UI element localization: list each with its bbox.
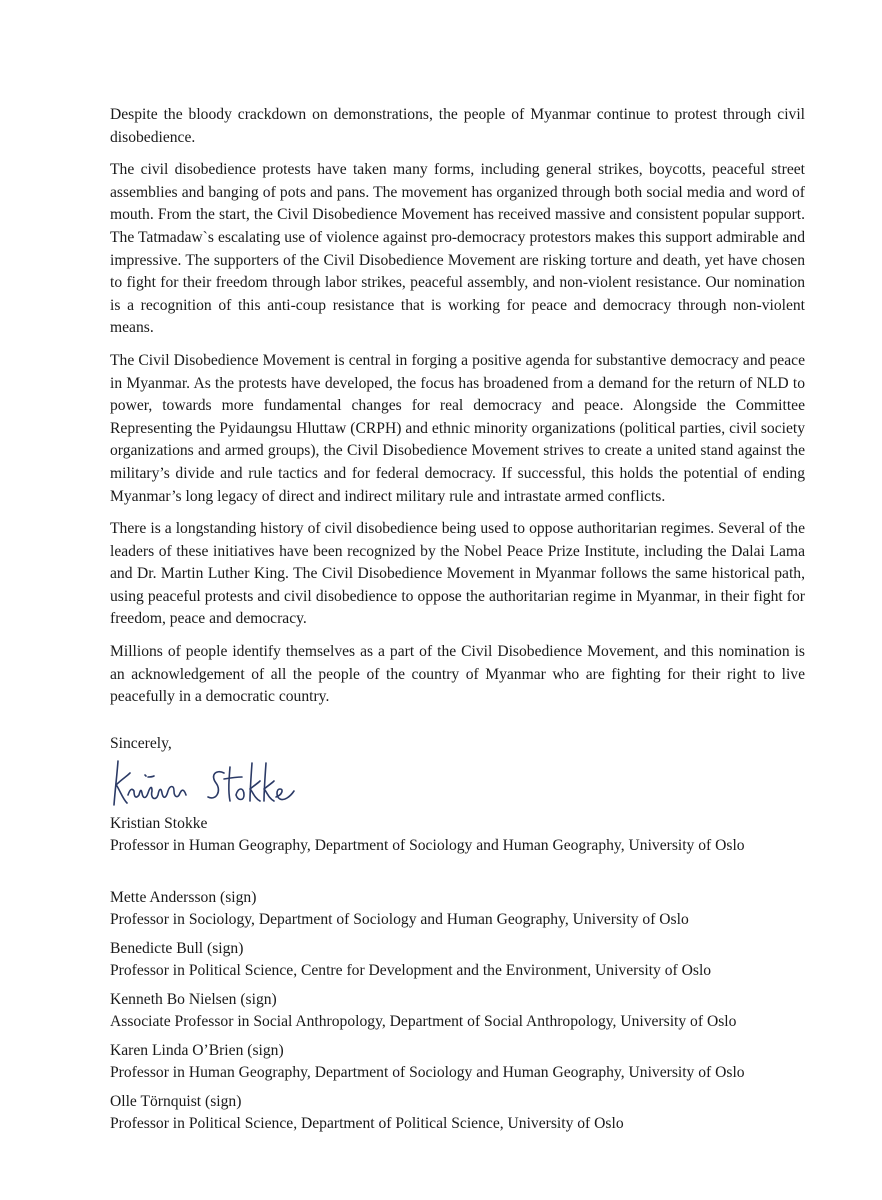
signer-block: [110, 813, 805, 857]
signer-name: Olle Törnquist (sign): [110, 1092, 242, 1110]
signer-name: Kristian Stokke: [110, 814, 208, 832]
handwritten-signature: [110, 755, 805, 813]
signer-name: Kenneth Bo Nielsen (sign): [110, 990, 277, 1008]
signer-name: Mette Andersson (sign): [110, 888, 257, 906]
letter-paragraph: The civil disobedience protests have taken many forms, including general strikes, boycotts, peaceful street assemblies and banging of pots and pans. The movement has organized through both social media and word of mouth. From the start, the Civil Disobedience Movement has received massive and consistent popular support. The Tatmadaw`s escalating use of violence against pro-democracy protestors makes this support admirable and impressive. The supporters of the Civil Disobedience Movement are risking torture and death, yet have chosen to fight for their freedom through labor strikes, peaceful assembly, and non-violent resistance. Our nomination is a recognition of this anti-coup resistance that is working for peace and democracy through non-violent means.: [110, 161, 805, 337]
signer-block: [110, 1091, 805, 1135]
letter-paragraph: Despite the bloody crackdown on demonstrations, the people of Myanmar continue to protest through civil disobedience.: [110, 106, 805, 146]
signer-title: Professor in Human Geography, Department of Sociology and Human Geography, University of Oslo: [110, 1063, 745, 1081]
signer-title: Professor in Political Science, Centre for Development and the Environment, University of Oslo: [110, 961, 712, 979]
signer-block: [110, 938, 805, 982]
letter-paragraph: The Civil Disobedience Movement is central in forging a positive agenda for substantive democracy and peace in Myanmar. As the protests have developed, the focus has broadened from a demand for the return of NLD to power, towards more fundamental changes for real democracy and peace. Alongside the Committee Representing the Pyidaungsu Hluttaw (CRPH) and ethnic minority organizations (political parties, civil society organizations and armed groups), the Civil Disobedience Movement strives to create a united stand against the military’s divide and rule tactics and for federal democracy. If successful, this holds the potential of ending Myanmar’s long legacy of direct and indirect military rule and intrastate armed conflicts.: [110, 351, 805, 505]
signer-block: [110, 1040, 805, 1084]
signer-title: Professor in Human Geography, Department of Sociology and Human Geography, University of Oslo: [110, 836, 745, 854]
closing-salutation: Sincerely,: [110, 734, 172, 752]
signer-title: Professor in Sociology, Department of Sociology and Human Geography, University of Oslo: [110, 910, 689, 928]
signer-block: [110, 989, 805, 1033]
signer-name: Benedicte Bull (sign): [110, 939, 244, 957]
letter-page: [110, 104, 805, 1142]
signer-title: Associate Professor in Social Anthropology, Department of Social Anthropology, University of Oslo: [110, 1012, 737, 1030]
letter-paragraph: There is a longstanding history of civil disobedience being used to oppose authoritarian regimes. Several of the leaders of these initiatives have been recognized by the Nobel Peace Prize Institute, including the Dalai Lama and Dr. Martin Luther King. The Civil Disobedience Movement in Myanmar follows the same historical path, using peaceful protests and civil disobedience to oppose the authoritarian regime in Myanmar, in their fight for freedom, peace and democracy.: [110, 520, 805, 628]
letter-paragraph: Millions of people identify themselves as a part of the Civil Disobedience Movement, and this nomination is an acknowledgement of all the people of the country of Myanmar who are fighting for their right to live peacefully in a democratic country.: [110, 643, 805, 706]
signer-block: [110, 887, 805, 931]
signer-title: Professor in Political Science, Department of Political Science, University of Oslo: [110, 1114, 624, 1132]
signature-image: [112, 755, 312, 811]
signer-name: Karen Linda O’Brien (sign): [110, 1041, 284, 1059]
